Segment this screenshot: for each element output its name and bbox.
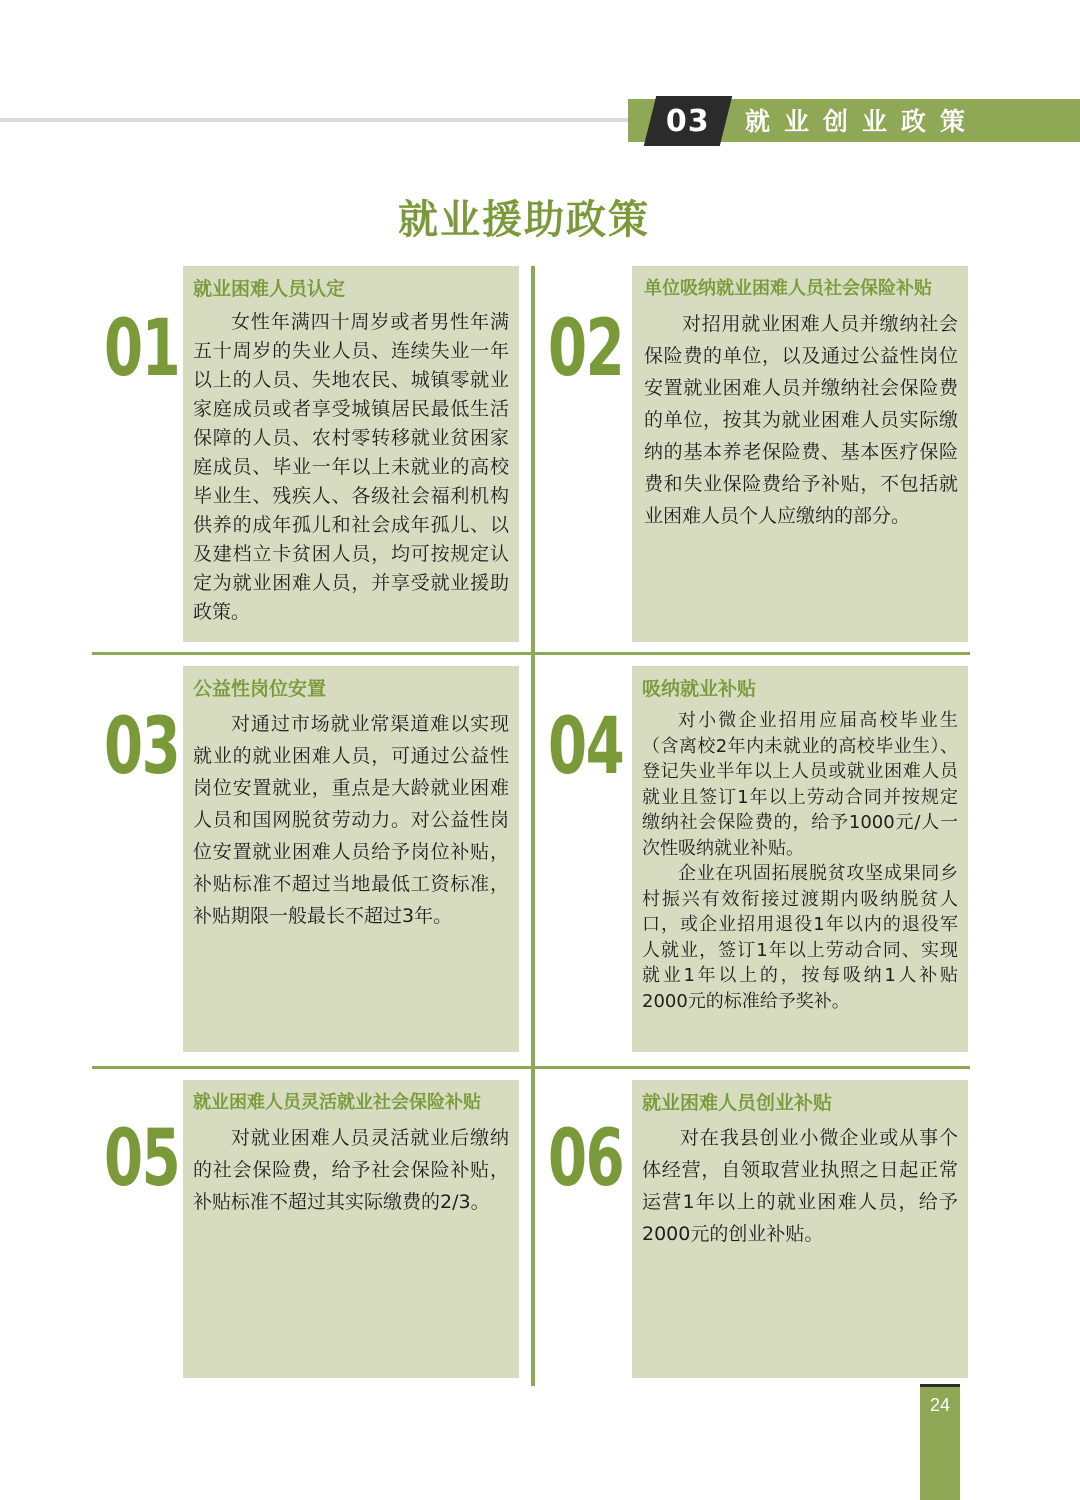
section-number: 05 — [104, 1114, 180, 1204]
section-title: 公益性岗位安置 — [193, 678, 327, 700]
section-panel-04 — [632, 666, 968, 1052]
section-panel-01 — [183, 266, 519, 642]
section-panel-03 — [183, 666, 519, 1052]
horizontal-divider — [92, 1066, 970, 1069]
chapter-number-badge — [644, 96, 732, 146]
vertical-divider — [531, 266, 535, 1386]
section-paragraph: 对小微企业招用应届高校毕业生（含离校2年内未就业的高校毕业生）、登记失业半年以上人员或就业困难人员就业且签订1年以上劳动合同并按规定缴纳社会保险费的，给予1000元/人一次性吸纳就业补贴。 — [642, 710, 958, 859]
section-panel-02 — [632, 266, 968, 642]
section-paragraph: 女性年满四十周岁或者男性年满五十周岁的失业人员、连续失业一年以上的人员、失地农民、城镇零就业家庭成员或者享受城镇居民最低生活保障的人员、农村零转移就业贫困家庭成员、毕业一年以上未就业的高校毕业生、残疾人、各级社会福利机构供养的成年孤儿和社会成年孤儿、以及建档立卡贫困人员，均可按规定认定为就业困难人员，并享受就业援助政策。 — [193, 311, 509, 623]
section-number: 02 — [548, 304, 624, 394]
section-panel-06 — [632, 1080, 968, 1378]
section-number: 03 — [104, 702, 180, 792]
section-number: 01 — [104, 304, 180, 394]
page-title: 就业援助政策 — [398, 197, 650, 243]
page-number-tab — [920, 1384, 960, 1500]
section-paragraph: 对在我县创业小微企业或从事个体经营，自领取营业执照之日起正常运营1年以上的就业困难人员，给予2000元的创业补贴。 — [642, 1127, 958, 1245]
section-paragraph: 对招用就业困难人员并缴纳社会保险费的单位，以及通过公益性岗位安置就业困难人员并缴纳社会保险费的单位，按其为就业困难人员实际缴纳的基本养老保险费、基本医疗保险费和失业保险费给予补贴，不包括就业困难人员个人应缴纳的部分。 — [644, 313, 958, 527]
section-paragraph: 对通过市场就业常渠道难以实现就业的就业困难人员，可通过公益性岗位安置就业，重点是大龄就业困难人员和国网脱贫劳动力。对公益性岗位安置就业困难人员给予岗位补贴，补贴标准不超过当地最低工资标准，补贴期限一般最长不超过3年。 — [193, 713, 509, 927]
section-title: 就业困难人员认定 — [193, 278, 346, 300]
horizontal-divider — [92, 652, 970, 655]
section-title: 吸纳就业补贴 — [642, 678, 757, 700]
section-number: 06 — [548, 1114, 624, 1204]
page-number: 24 — [929, 1395, 951, 1415]
chapter-title: 就业创业政策 — [745, 107, 980, 136]
section-paragraph: 企业在巩固拓展脱贫攻坚成果同乡村振兴有效衔接过渡期内吸纳脱贫人口，或企业招用退役1年以内的退役军人就业，签订1年以上劳动合同、实现就业1年以上的，按每吸纳1人补贴2000元的标准给予奖补。 — [642, 863, 958, 1012]
section-title: 就业困难人员创业补贴 — [642, 1092, 833, 1114]
section-number: 04 — [548, 702, 624, 792]
section-panel-05 — [183, 1080, 519, 1378]
section-title: 单位吸纳就业困难人员社会保险补贴 — [644, 278, 932, 299]
section-paragraph: 对就业困难人员灵活就业后缴纳的社会保险费，给予社会保险补贴，补贴标准不超过其实际缴费的2/3。 — [193, 1127, 509, 1213]
top-rule — [0, 118, 640, 122]
section-title: 就业困难人员灵活就业社会保险补贴 — [193, 1092, 481, 1113]
chapter-number: 03 — [666, 103, 710, 139]
